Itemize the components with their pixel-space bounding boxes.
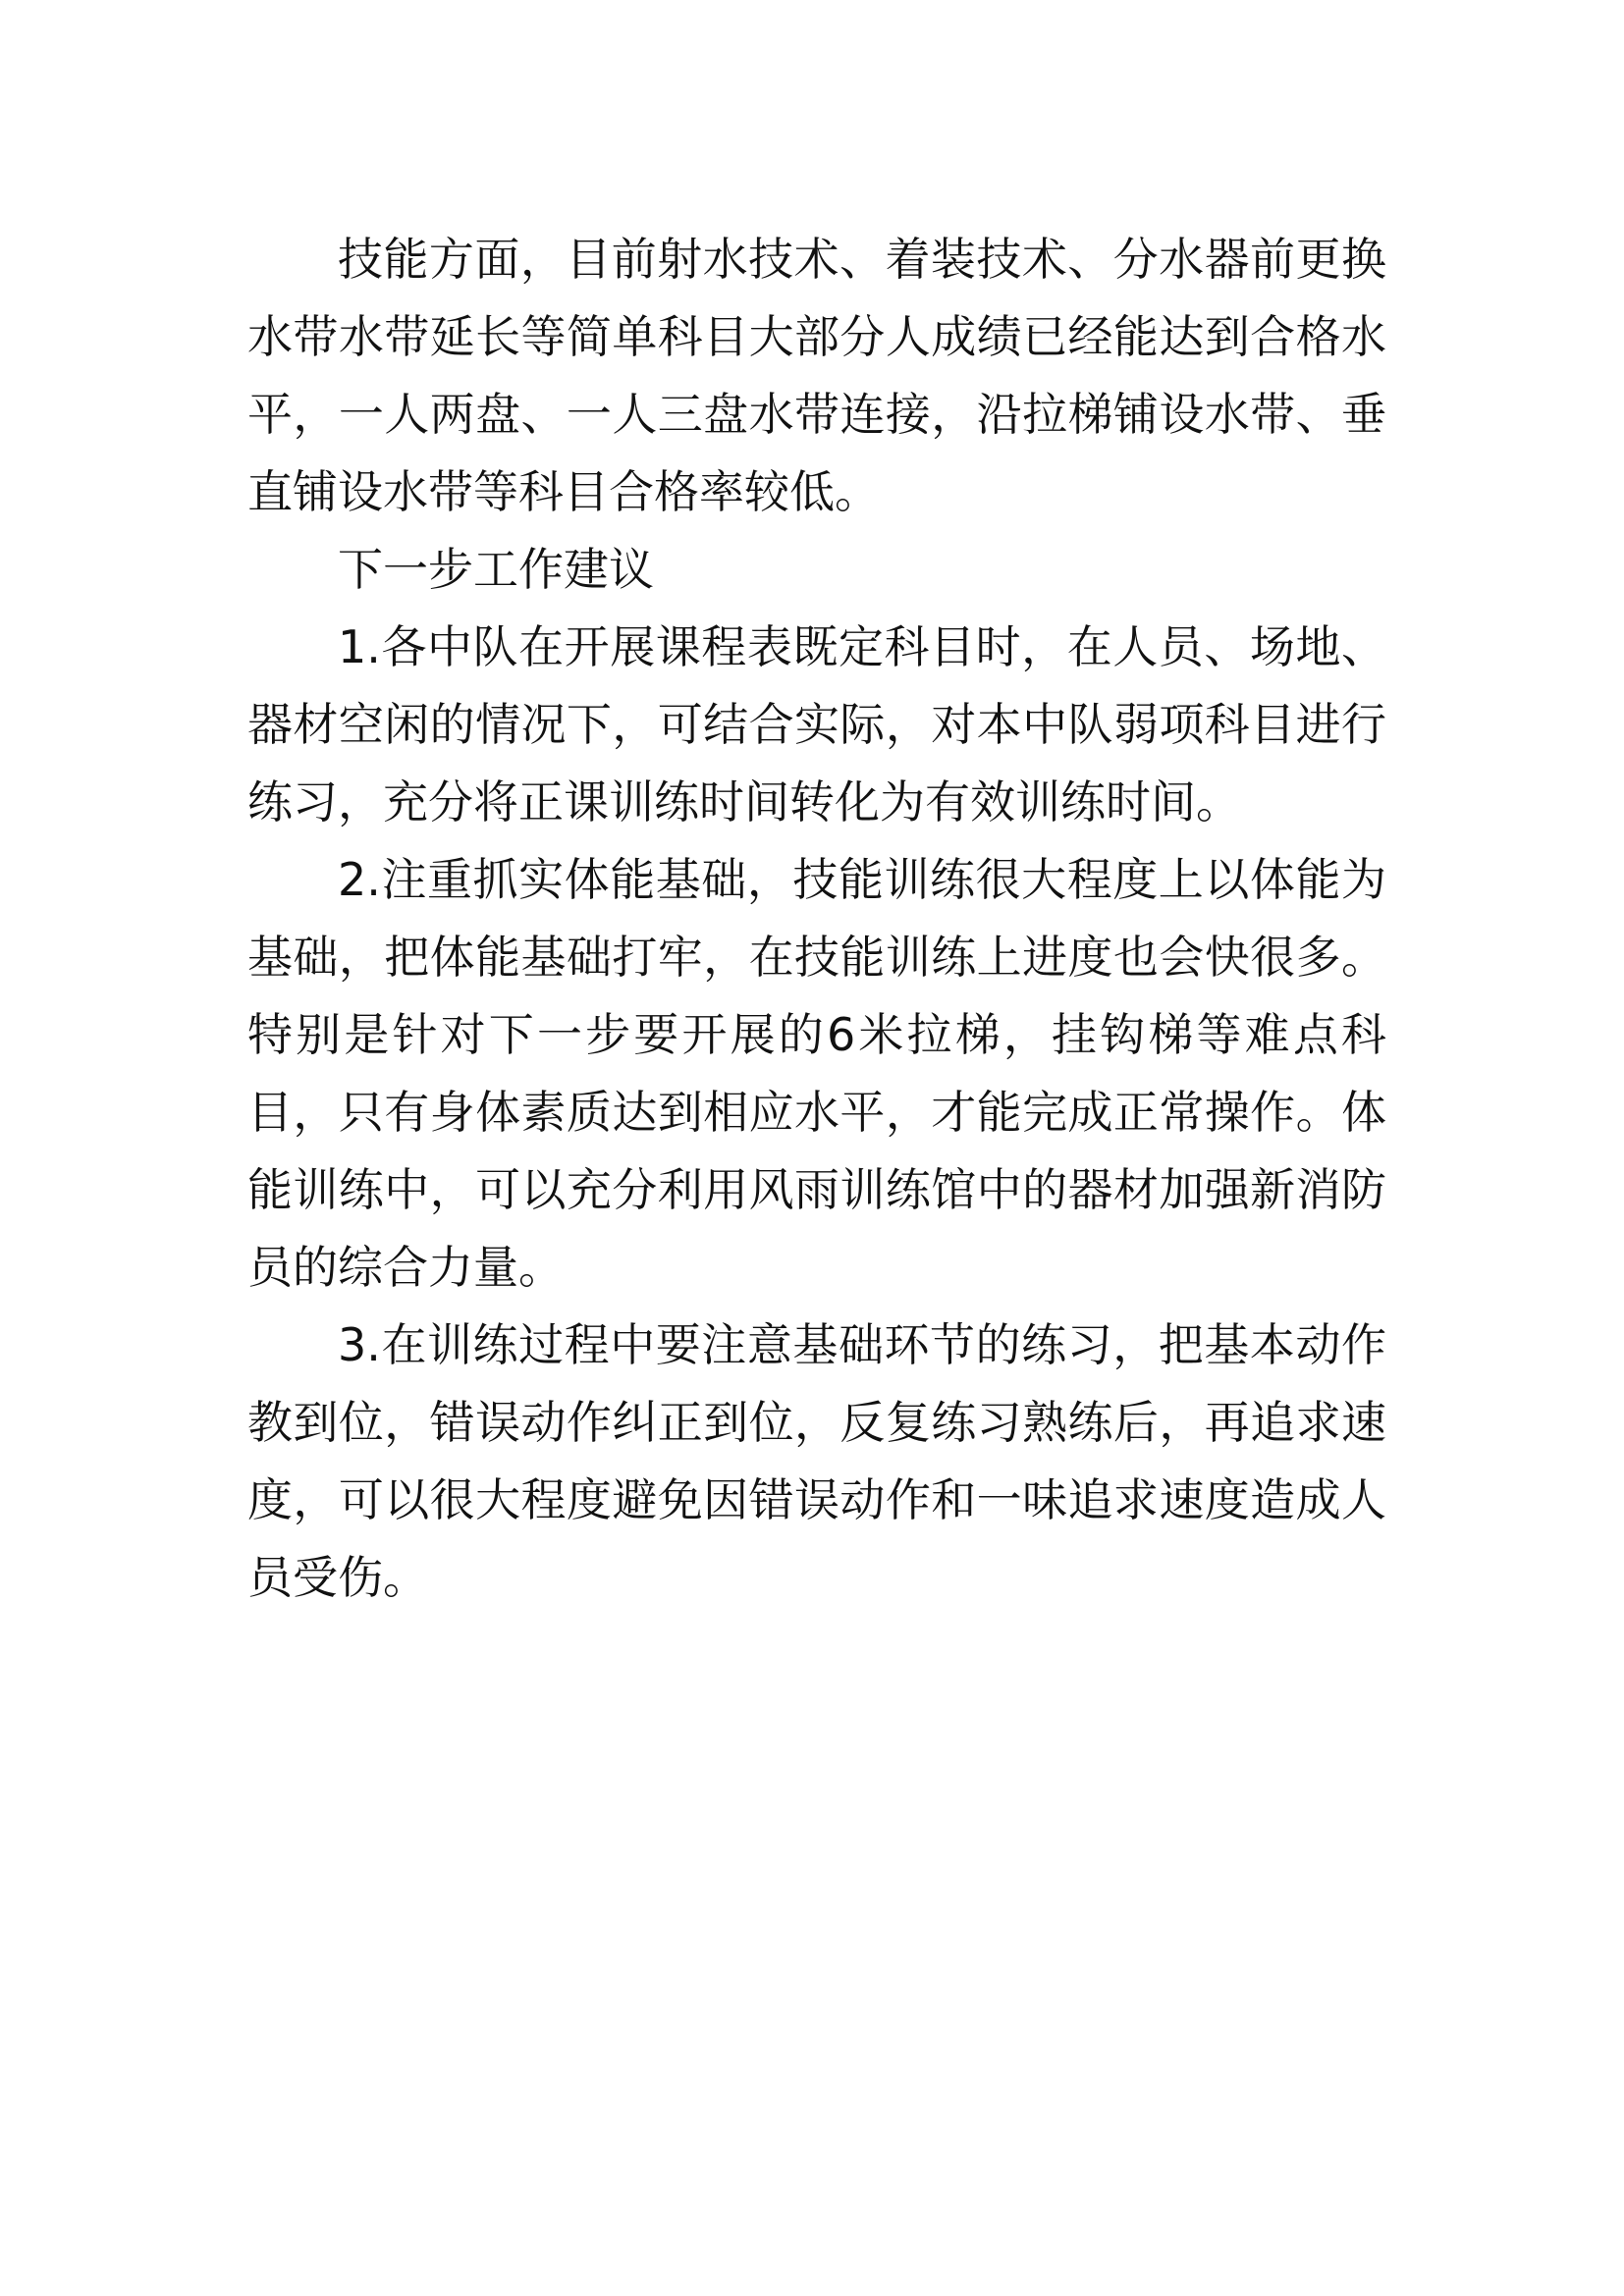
document-body: [247, 221, 1386, 1617]
paragraph-suggestion-3: 3.在训练过程中要注意基础环节的练习，把基本动作教到位，错误动作纠正到位，反复练习熟练后，再追求速度，可以很大程度避免因错误动作和一味追求速度造成人员受伤。: [247, 1318, 1386, 1604]
paragraph-suggestion-1: 1.各中队在开展课程表既定科目时，在人员、场地、器材空闲的情况下，可结合实际，对本中队弱项科目进行练习，充分将正课训练时间转化为有效训练时间。: [247, 620, 1386, 828]
section-heading-next-steps: 下一步工作建议: [338, 543, 654, 596]
paragraph-suggestion-2: 2.注重抓实体能基础，技能训练很大程度上以体能为基础，把体能基础打牢，在技能训练上进度也会快很多。特别是针对下一步要开展的6米拉梯，挂钩梯等难点科目，只有身体素质达到相应水平，才能完成正常操作。体能训练中，可以充分利用风雨训练馆中的器材加强新消防员的综合力量。: [247, 853, 1386, 1294]
paragraph-skills-status: 技能方面，目前射水技术、着装技术、分水器前更换水带水带延长等简单科目大部分人成绩已经能达到合格水平，一人两盘、一人三盘水带连接，沿拉梯铺设水带、垂直铺设水带等科目合格率较低。: [247, 233, 1386, 518]
